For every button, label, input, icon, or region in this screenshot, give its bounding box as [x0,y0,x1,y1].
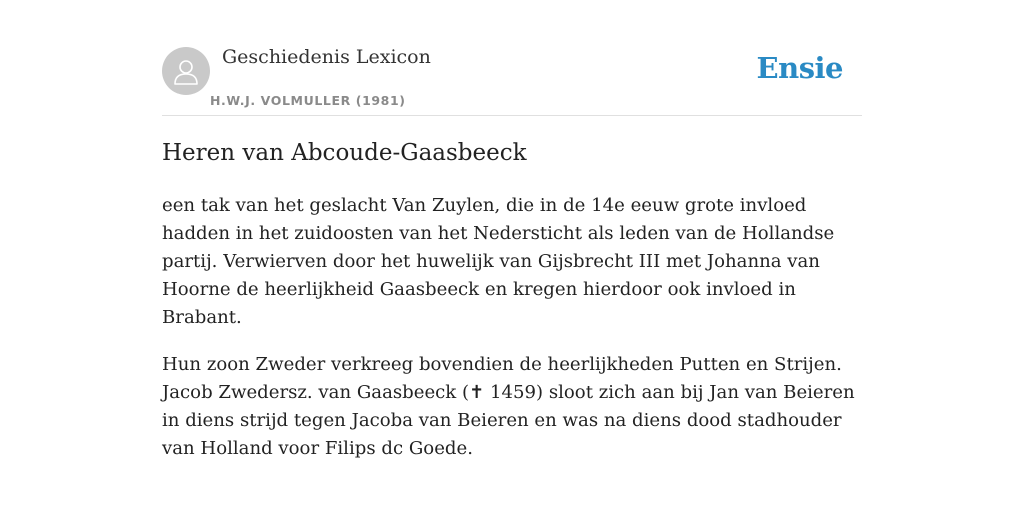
entry-paragraph: een tak van het geslacht Van Zuylen, die in de 14e eeuw grote invloed hadden in het zuidoosten van het Nedersticht als leden van de Hollandse partij. Verwierven door het huwelijk van Gijsbrecht III met Johanna van Hoorne de heerlijkheid Gaasbeeck en kregen hierdoor ook invloed in Brabant. [162,195,835,328]
page [162,0,862,459]
entry-paragraph: Hun zoon Zweder verkreeg bovendien de heerlijkheden Putten en Strijen. Jacob Zwedersz. van Gaasbeeck (✝ 1459) sloot zich aan bij Jan van Beieren in diens strijd tegen Jacoba van Beieren en was na diens dood stadhouder van Holland voor Filips dc Goede. [162,354,855,459]
source-title[interactable]: Geschiedenis Lexicon [222,46,431,68]
entry-title: Heren van Abcoude-Gaasbeeck [162,140,527,166]
entry-body [162,192,862,482]
source-author: H.W.J. VOLMULLER (1981) [210,93,406,108]
brand-logo[interactable]: Ensie [756,51,843,85]
user-icon [172,57,200,85]
source-header [162,0,862,116]
source-avatar[interactable] [162,47,210,95]
